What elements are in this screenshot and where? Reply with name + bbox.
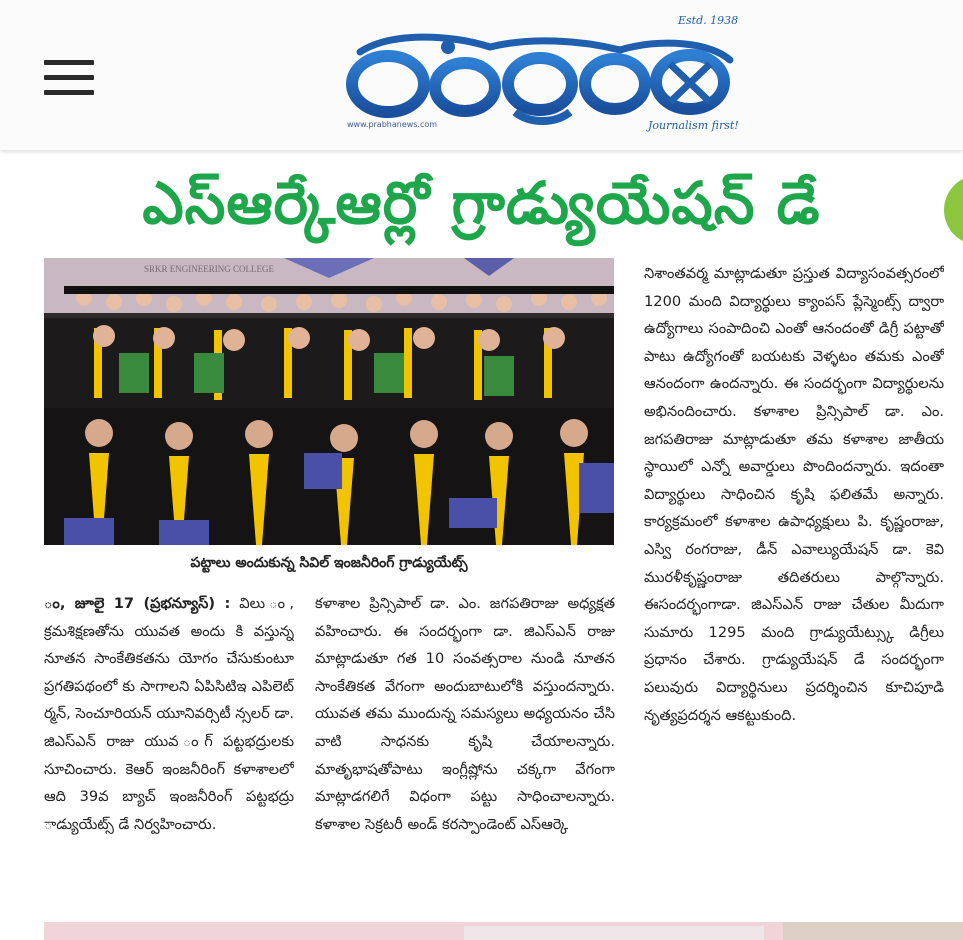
article-column-1: [44, 590, 294, 910]
next-item-preview[interactable]: [44, 922, 963, 940]
article-column-3: [644, 260, 944, 910]
article-headline: ఎస్ఆర్కేఆర్లో గ్రాడ్యుయేషన్ డే: [142, 169, 821, 237]
article-column-2: [315, 590, 615, 910]
column-1-text: విలు ం, క్రమశిక్షణతోను యువత అందు కి వస్తున్న నూతన సాంకేతికతను యోగం చేసుకుంటూ ప్రగతిపథంలో కు సాగాలని ఏపిసిటిఇ ఎపిలెట్ ర్మన్, సెంచూరియన్ యూనివర్సిటీ న్సలర్ డా. జిఎస్ఎన్ రాజు యువ ంగ్ పట్టభద్రులకు సూచించారు. కెఆర్ ఇంజనీరింగ్ కళాశాలలో ఆది 39వ బ్యాచ్ ఇంజనీరింగ్ పట్టభద్రు ాడ్యుయేట్స్ డే నిర్వహించారు.: [44, 595, 294, 833]
graduation-photo: [44, 258, 614, 545]
column-2-text: కళాశాల ప్రిన్సిపాల్ డా. ఎం. జగపతిరాజు అధ్యక్షత వహించారు. ఈ సందర్భంగా డా. జిఎస్ఎన్ రాజు మాట్లాడుతూ గత 10 సంవత్సరాల నుండి నూతన సాంకేతికత వేగంగా అందుబాటులోకి వస్తుందన్నారు. యువత తమ ముందున్న సమస్యలు అధ్యయనం చేసి వాటి సాధనకు కృషి చేయాలన్నారు. మాతృభాషతోపాటు ఇంగ్లీష్లోను చక్కగా వేగంగా మాట్లాడగలిగే విధంగా పట్టు సాధించాలన్నారు. కళాశాల సెక్రటరీ అండ్ కరస్పాండెంట్ ఎస్ఆర్కె: [315, 595, 615, 833]
site-url: www.prabhanews.com: [347, 120, 438, 129]
established-year: Estd. 1938: [678, 14, 739, 27]
column-3-text: నిశాంతవర్మ మాట్లాడుతూ ప్రస్తుత విద్యాసంవత్సరంలో 1200 మంది విద్యార్థులు క్యాంపస్ ప్లేస్మెంట్స్ ద్వారా ఉద్యోగాలు సంపాదించి ఎంతో ఆనందంతో డిగ్రీ పట్టాతో పాటు ఉద్యోగంతో బయటకు వెళ్ళటం తమకు ఎంతో ఆనందంగా ఉందన్నారు. ఈ సందర్భంగా విద్యార్థులను అభినందించారు. కళాశాల ప్రిన్సిపాల్ డా. ఎం. జగపతిరాజు మాట్లాడుతూ తమ కళాశాల జాతీయ స్థాయిలో ఎన్నో అవార్డులు పొందిందన్నారు. ఇదంతా విద్యార్థులు సాధించిన కృషి ఫలితమే అన్నారు. కార్యక్రమంలో కళాశాల ఉపాధ్యక్షులు పి. కృష్ణంరాజు, ఎస్వి రంగరాజు, డీన్ ఎవాల్యుయేషన్ డా. కెవి మురళీకృష్ణంరాజు తదితరులు పాల్గొన్నారు. ఈసందర్భంగాడా. జిఎస్ఎన్ రాజు చేతుల మీదుగా సుమారు 1295 మంది గ్రాడ్యుయేట్స్కు డిగ్రీలు ప్రధానం చేశారు. గ్రాడ్యుయేషన్ డే సందర్భంగా పలువురు విద్యార్థినులు ప్రదర్శించిన కూచిపూడి నృత్యప్రదర్శన ఆకట్టుకుంది.: [644, 265, 944, 724]
tagline: Journalism first!: [648, 119, 739, 132]
top-bar: [0, 0, 963, 150]
photo-banner-text: SRKR ENGINEERING COLLEGE: [144, 264, 274, 274]
dateline: ం, జూలై 17 (ప్రభన్యూస్) :: [44, 595, 231, 612]
photo-caption: పట్టాలు అందుకున్న సివిల్ ఇంజనీరింగ్ గ్రాడ్యుయేట్స్: [190, 555, 468, 571]
hamburger-menu-icon[interactable]: [44, 58, 96, 98]
